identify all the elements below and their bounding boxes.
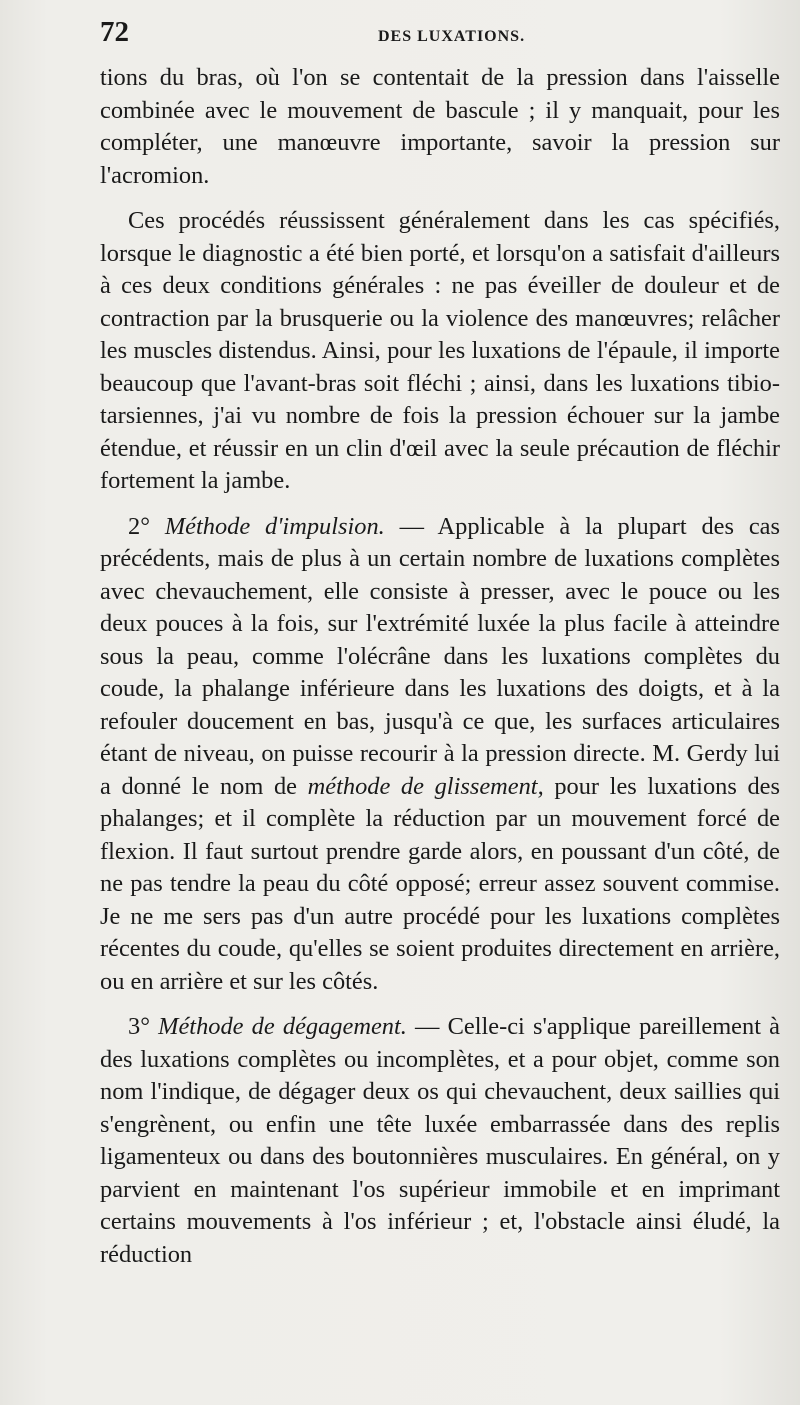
paragraph-text: tions du bras, où l'on se contentait de la pression dans l'aisselle combinée avec le mouvement de bascule ; il y manquait, pour les compléter, une manœuvre importante, savoir la pression sur l'acromion. [100, 64, 780, 189]
paragraph-text: Ces procédés réussissent généralement dans les cas spécifiés, lorsque le diagnostic a été bien porté, et lorsqu'on a satisfait d'ailleurs à ces deux conditions générales : ne pas éveiller de douleur et de contraction par la brusquerie ou la violence des manœuvres; relâcher les muscles distendus. Ainsi, pour les luxations de l'épaule, il importe beaucoup que l'avant-bras soit fléchi ; ainsi, dans les luxations tibio-tarsiennes, j'ai vu nombre de fois la pression échouer sur la jambe étendue, et réussir en un clin d'œil avec la seule précaution de fléchir fortement la jambe. [100, 207, 780, 494]
paragraph-impulsion-method [100, 511, 780, 999]
section-number: 3° [128, 1013, 150, 1040]
running-head: DES LUXATIONS. [378, 28, 526, 45]
page-header [100, 14, 780, 54]
paragraph-procedures [100, 205, 780, 498]
paragraph-text: — Applicable à la plupart des cas précédents, mais de plus à un certain nombre de luxations complètes avec chevauchement, elle consiste à presser, avec le pouce ou les deux pouces à la fois, sur l'extrémité luxée la plus facile à atteindre sous la peau, comme l'olécrâne dans les luxations complètes du coude, la phalange inférieure dans les luxations des doigts, et à la refouler doucement en bas, jusqu'à ce que, les surfaces articulaires étant de niveau, on puisse recourir à la pression directe. M. Gerdy lui a donné le nom de [100, 512, 781, 800]
section-number: 2° [128, 512, 150, 540]
section-title: Méthode de dégagement. [158, 1013, 407, 1040]
body-text [100, 62, 780, 1271]
italic-term: méthode de glissement, [307, 772, 544, 800]
paragraph-text: — Celle-ci s'applique pareillement à des luxations complètes ou incomplètes, et a pour objet, comme son nom l'indique, de dégager deux os qui chevauchent, deux saillies qui s'engrènent, ou enfin une tête luxée embarrassée dans des replis ligamenteux ou dans des boutonnières musculaires. En général, on y parvient en maintenant l'os supérieur immobile et en imprimant certains mouvements à l'os inférieur ; et, l'obstacle ainsi éludé, la réduction [100, 1013, 780, 1268]
section-title: Méthode d'impulsion. [164, 512, 385, 540]
paragraph-continuation [100, 62, 780, 192]
page-number: 72 [100, 16, 129, 48]
paragraph-degagement-method [100, 1011, 780, 1271]
paragraph-text: pour les luxations des phalanges; et il complète la réduction par un mouvement forcé de flexion. Il faut surtout prendre garde alors, en poussant d'un côté, de ne pas tendre la peau du côté opposé; erreur assez souvent commise. Je ne me sers pas d'un autre procédé pour les luxations complètes récentes du coude, qu'elles se soient produites directement en arrière, ou en arrière et sur les côtés. [100, 772, 780, 995]
